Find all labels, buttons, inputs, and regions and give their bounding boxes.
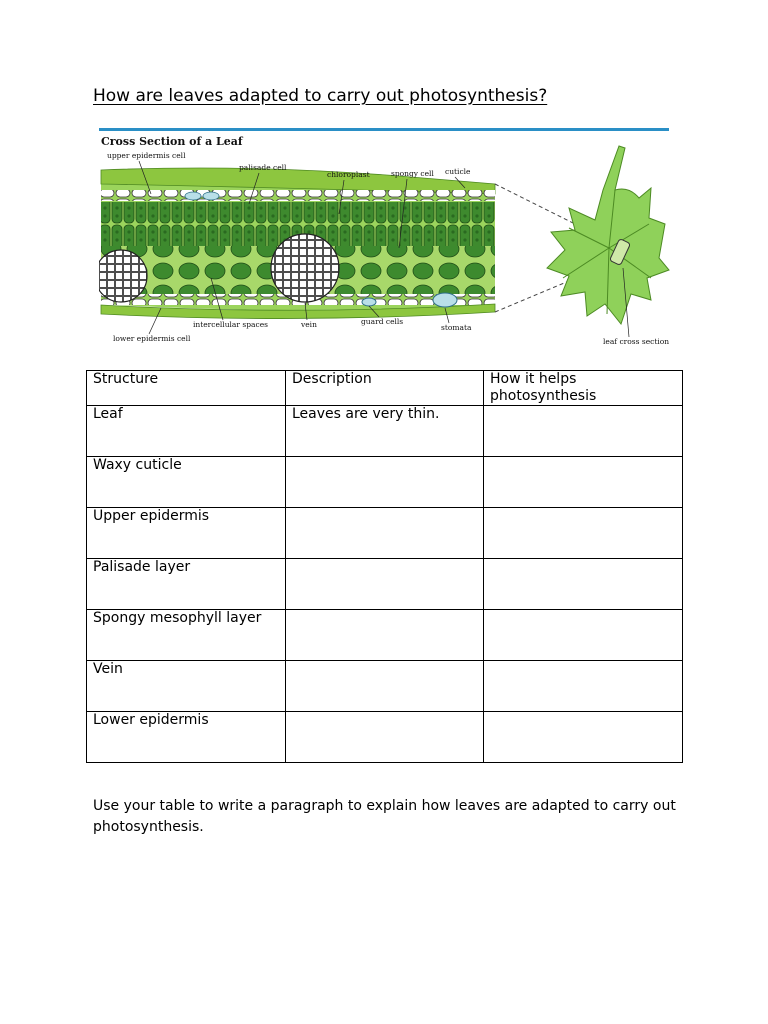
helps-cell[interactable]: [484, 610, 683, 661]
helps-cell[interactable]: [484, 406, 683, 457]
label-guard-cells: guard cells: [361, 317, 404, 326]
leaf-diagram: [99, 128, 671, 354]
figure-accent-rule: [99, 128, 669, 131]
structure-cell: Upper epidermis: [87, 508, 286, 559]
table-row: [87, 406, 683, 457]
helps-cell[interactable]: [484, 661, 683, 712]
structure-table: [86, 370, 683, 763]
label-upper-epidermis-cell: upper epidermis cell: [107, 151, 186, 160]
table-row: [87, 457, 683, 508]
header-structure: Structure: [87, 371, 286, 406]
structure-cell: Palisade layer: [87, 559, 286, 610]
vein-bundle: [271, 234, 339, 302]
table-row: [87, 661, 683, 712]
description-cell[interactable]: [286, 559, 484, 610]
maple-leaf-icon: [547, 146, 669, 324]
leaf-cross-section-figure: [99, 128, 671, 354]
table-row: [87, 712, 683, 763]
figure-heading: Cross Section of a Leaf: [101, 135, 243, 148]
helps-cell[interactable]: [484, 559, 683, 610]
description-cell[interactable]: [286, 712, 484, 763]
helps-cell[interactable]: [484, 508, 683, 559]
structure-cell: Vein: [87, 661, 286, 712]
description-cell[interactable]: Leaves are very thin.: [286, 406, 484, 457]
header-how-it-helps: How it helps photosynthesis: [484, 371, 683, 406]
label-palisade-cell: palisade cell: [239, 163, 287, 172]
label-lower-epidermis-cell: lower epidermis cell: [113, 334, 191, 343]
label-cuticle: cuticle: [445, 167, 471, 176]
guard-cell-icon: [362, 298, 376, 306]
page-title: How are leaves adapted to carry out photosynthesis?: [93, 86, 548, 106]
description-cell[interactable]: [286, 661, 484, 712]
structure-cell: Lower epidermis: [87, 712, 286, 763]
label-vein: vein: [301, 320, 317, 329]
table-row: [87, 508, 683, 559]
description-cell[interactable]: [286, 457, 484, 508]
label-spongy-cell: spongy cell: [391, 169, 434, 178]
description-cell[interactable]: [286, 610, 484, 661]
description-cell[interactable]: [286, 508, 484, 559]
label-chloroplast: chloroplast: [327, 170, 370, 179]
table-row: [87, 559, 683, 610]
structure-cell: Waxy cuticle: [87, 457, 286, 508]
label-leaf-cross-section: leaf cross section: [603, 337, 670, 346]
label-stomata: stomata: [441, 323, 472, 332]
structure-cell: Leaf: [87, 406, 286, 457]
vein-bundle-left: [99, 250, 147, 302]
table-header-row: [87, 371, 683, 406]
helps-cell[interactable]: [484, 712, 683, 763]
instruction-paragraph: Use your table to write a paragraph to explain how leaves are adapted to carry out photosynthesis.: [93, 798, 676, 835]
header-description: Description: [286, 371, 484, 406]
label-intercellular-spaces: intercellular spaces: [193, 320, 268, 329]
table-row: [87, 610, 683, 661]
structure-cell: Spongy mesophyll layer: [87, 610, 286, 661]
helps-cell[interactable]: [484, 457, 683, 508]
leaf-tissue-block: [99, 168, 495, 319]
stoma-icon: [433, 293, 457, 307]
